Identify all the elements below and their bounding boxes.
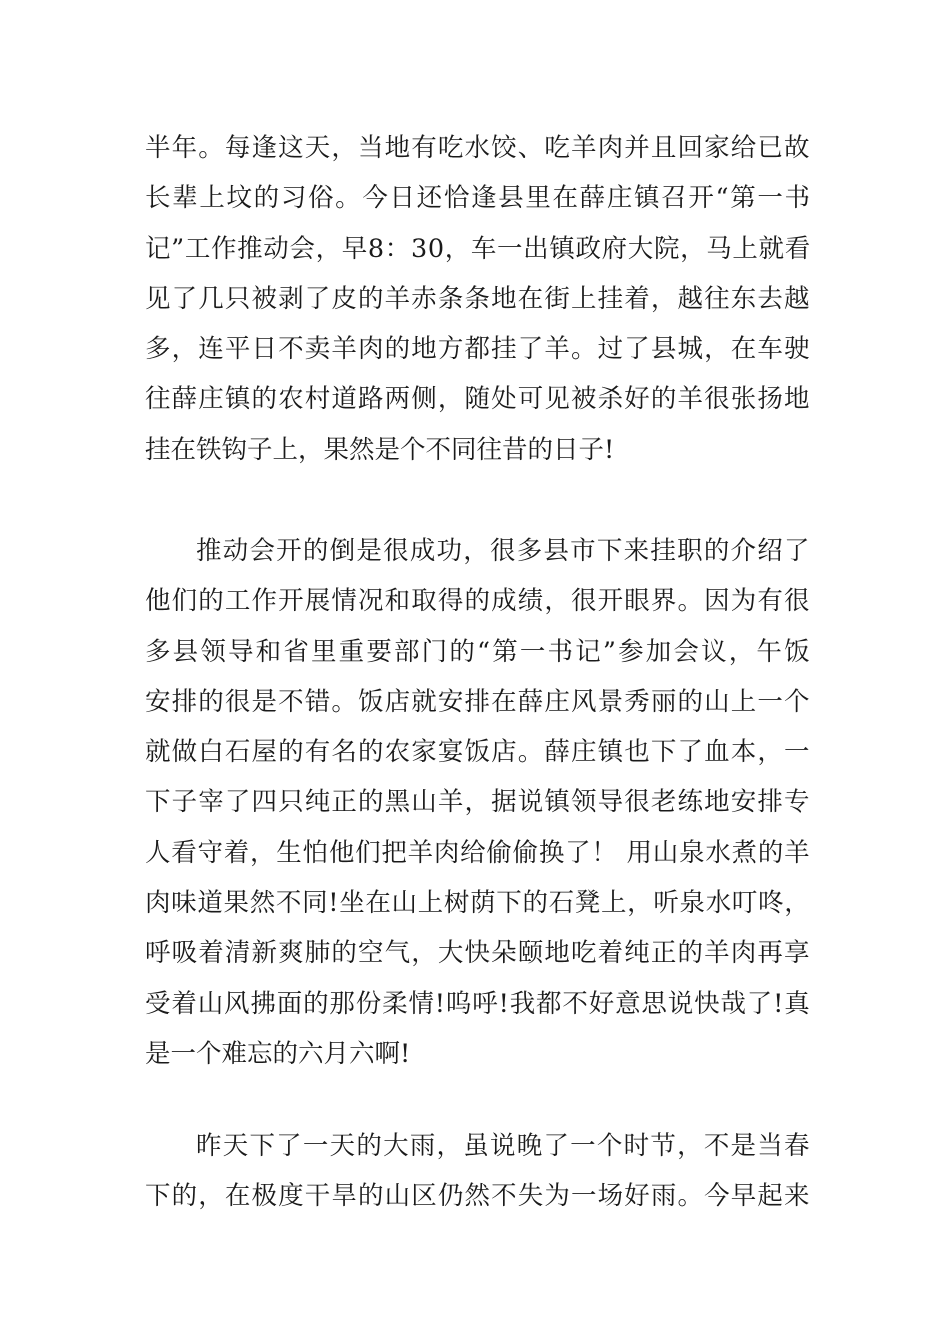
text-line: 记”工作推动会，早8：30，车一出镇政府大院，马上就看 bbox=[145, 233, 811, 264]
text-line: 推动会开的倒是很成功，很多县市下来挂职的介绍了 bbox=[196, 536, 811, 566]
text-line: 呼吸着清新爽肺的空气，大快朵颐地吃着纯正的羊肉再享 bbox=[145, 938, 811, 969]
text-line: 昨天下了一天的大雨，虽说晚了一个时节，不是当春 bbox=[196, 1131, 811, 1161]
text-line: 往薛庄镇的农村道路两侧，随处可见被杀好的羊很张扬地 bbox=[145, 384, 811, 415]
text-line: 安排的很是不错。饭店就安排在薛庄风景秀丽的山上一个 bbox=[145, 686, 811, 717]
paragraph-1 bbox=[145, 123, 810, 475]
text-line: 他们的工作开展情况和取得的成绩，很开眼界。因为有很 bbox=[145, 586, 811, 617]
paragraph-2 bbox=[145, 526, 810, 1079]
text-line: 下的，在极度干旱的山区仍然不失为一场好雨。今早起来 bbox=[145, 1181, 811, 1212]
paragraph-3 bbox=[145, 1121, 810, 1222]
text-line: 下子宰了四只纯正的黑山羊，据说镇领导很老练地安排专 bbox=[145, 787, 811, 818]
text-line: 半年。每逢这天，当地有吃水饺、吃羊肉并且回家给已故 bbox=[145, 133, 811, 163]
text-line: 见了几只被剥了皮的羊赤条条地在街上挂着，越往东去越 bbox=[145, 283, 811, 314]
text-line: 就做白石屋的有名的农家宴饭店。薛庄镇也下了血本，一 bbox=[145, 737, 811, 768]
text-line: 受着山风拂面的那份柔情!呜呼!我都不好意思说快哉了!真 bbox=[145, 988, 811, 1019]
text-line: 多，连平日不卖羊肉的地方都挂了羊。过了县城，在车驶 bbox=[145, 334, 811, 365]
text-line: 多县领导和省里重要部门的“第一书记”参加会议，午饭 bbox=[145, 636, 812, 667]
text-line: 挂在铁钩子上，果然是个不同往昔的日子! bbox=[145, 434, 615, 465]
text-line: 是一个难忘的六月六啊! bbox=[145, 1038, 411, 1069]
text-line: 人看守着，生怕他们把羊肉给偷偷换了！ 用山泉水煮的羊 bbox=[145, 837, 811, 868]
text-line: 长辈上坟的习俗。今日还恰逢县里在薛庄镇召开“第一书 bbox=[145, 183, 812, 214]
text-line: 肉味道果然不同!坐在山上树荫下的石凳上，听泉水叮咚， bbox=[145, 888, 811, 919]
